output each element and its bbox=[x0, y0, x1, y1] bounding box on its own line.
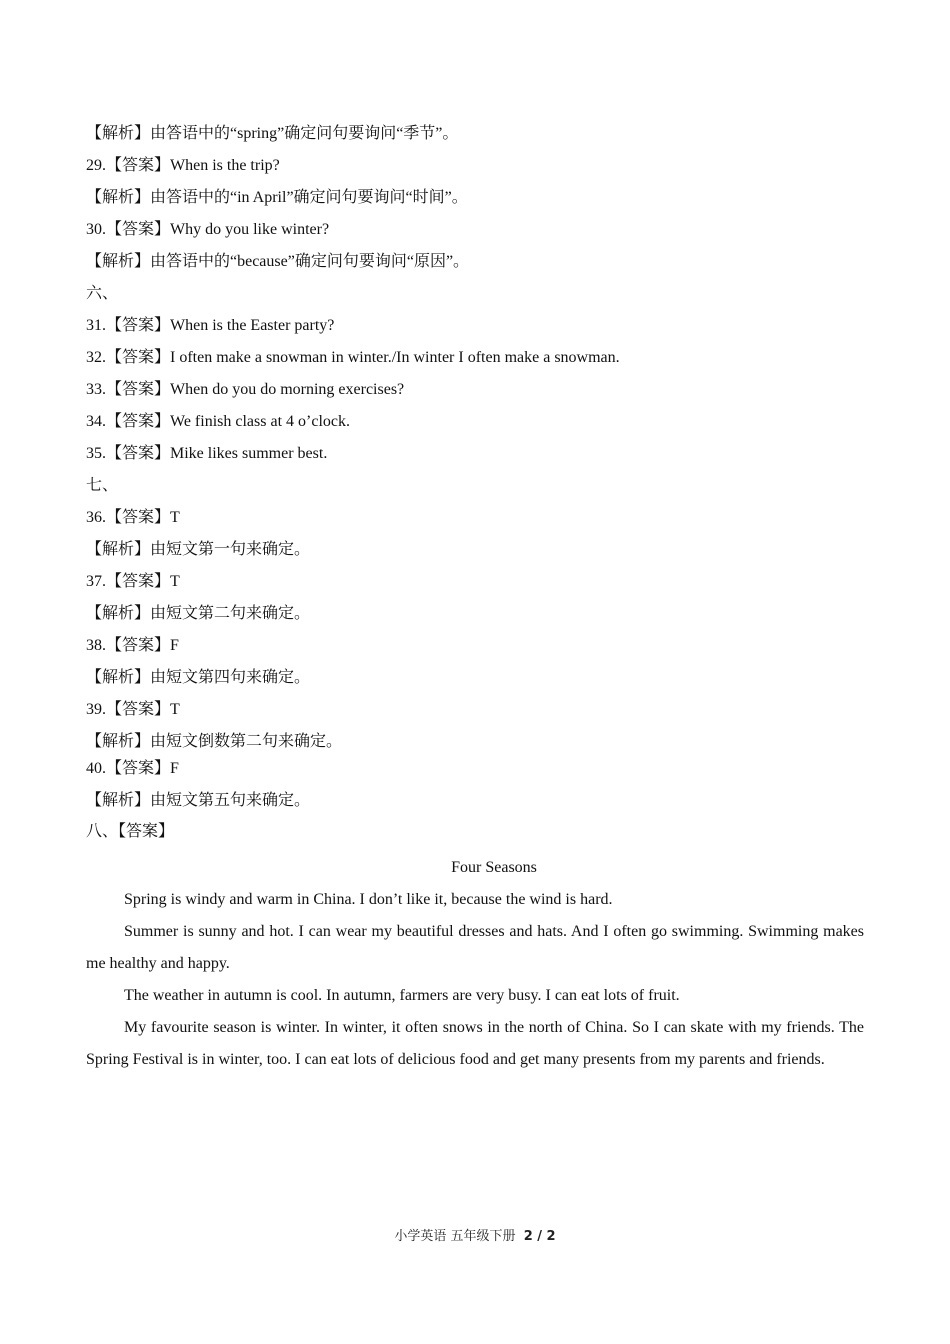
answer-33: 33.【答案】When do you do morning exercises? bbox=[86, 381, 405, 398]
essay-paragraph: Spring is windy and warm in China. I don’t like it, because the wind is hard. bbox=[124, 891, 613, 908]
answer-39: 39.【答案】T bbox=[86, 701, 180, 718]
answer-30: 30.【答案】Why do you like winter? bbox=[86, 221, 330, 238]
section-heading-6: 六、 bbox=[86, 285, 119, 302]
section-heading-7: 七、 bbox=[86, 477, 119, 494]
answer-37: 37.【答案】T bbox=[86, 573, 180, 590]
answer-32: 32.【答案】I often make a snowman in winter./In winter I often make a snowman. bbox=[86, 349, 620, 366]
answer-40: 40.【答案】F bbox=[86, 760, 179, 777]
analysis-line: 【解析】由短文第五句来确定。 bbox=[86, 792, 311, 809]
answer-35: 35.【答案】Mike likes summer best. bbox=[86, 445, 328, 462]
analysis-line: 【解析】由答语中的“in April”确定问句要询问“时间”。 bbox=[86, 189, 468, 206]
page-footer bbox=[0, 1228, 950, 1246]
essay-body bbox=[86, 884, 864, 1076]
essay-paragraph: The weather in autumn is cool. In autumn, farmers are very busy. I can eat lots of fruit. bbox=[124, 987, 680, 1004]
analysis-line: 【解析】由答语中的“because”确定问句要询问“原因”。 bbox=[86, 253, 470, 270]
page-number: 2 / 2 bbox=[523, 1229, 556, 1244]
answer-34: 34.【答案】We finish class at 4 o’clock. bbox=[86, 413, 350, 430]
essay-paragraph: My favourite season is winter. In winter, it often snows in the north of China. So I can skate with my friends. The Spring Festival is in winter, too. I can eat lots of delicious food and get many presents from my parents and friends. bbox=[86, 1019, 864, 1068]
answer-29: 29.【答案】When is the trip? bbox=[86, 157, 280, 174]
analysis-line: 【解析】由答语中的“spring”确定问句要询问“季节”。 bbox=[86, 125, 459, 142]
answer-31: 31.【答案】When is the Easter party? bbox=[86, 317, 335, 334]
essay-paragraph: Summer is sunny and hot. I can wear my beautiful dresses and hats. And I often go swimming. Swimming makes me healthy and happy. bbox=[86, 923, 864, 972]
analysis-line: 【解析】由短文第一句来确定。 bbox=[86, 541, 311, 558]
analysis-line: 【解析】由短文倒数第二句来确定。 bbox=[86, 733, 343, 750]
answer-36: 36.【答案】T bbox=[86, 509, 180, 526]
essay-title: Four Seasons bbox=[451, 859, 537, 876]
analysis-line: 【解析】由短文第四句来确定。 bbox=[86, 669, 311, 686]
section-heading-8: 八、【答案】 bbox=[86, 823, 175, 840]
footer-label: 小学英语 五年级下册 bbox=[394, 1229, 516, 1244]
analysis-line: 【解析】由短文第二句来确定。 bbox=[86, 605, 311, 622]
answer-38: 38.【答案】F bbox=[86, 637, 179, 654]
